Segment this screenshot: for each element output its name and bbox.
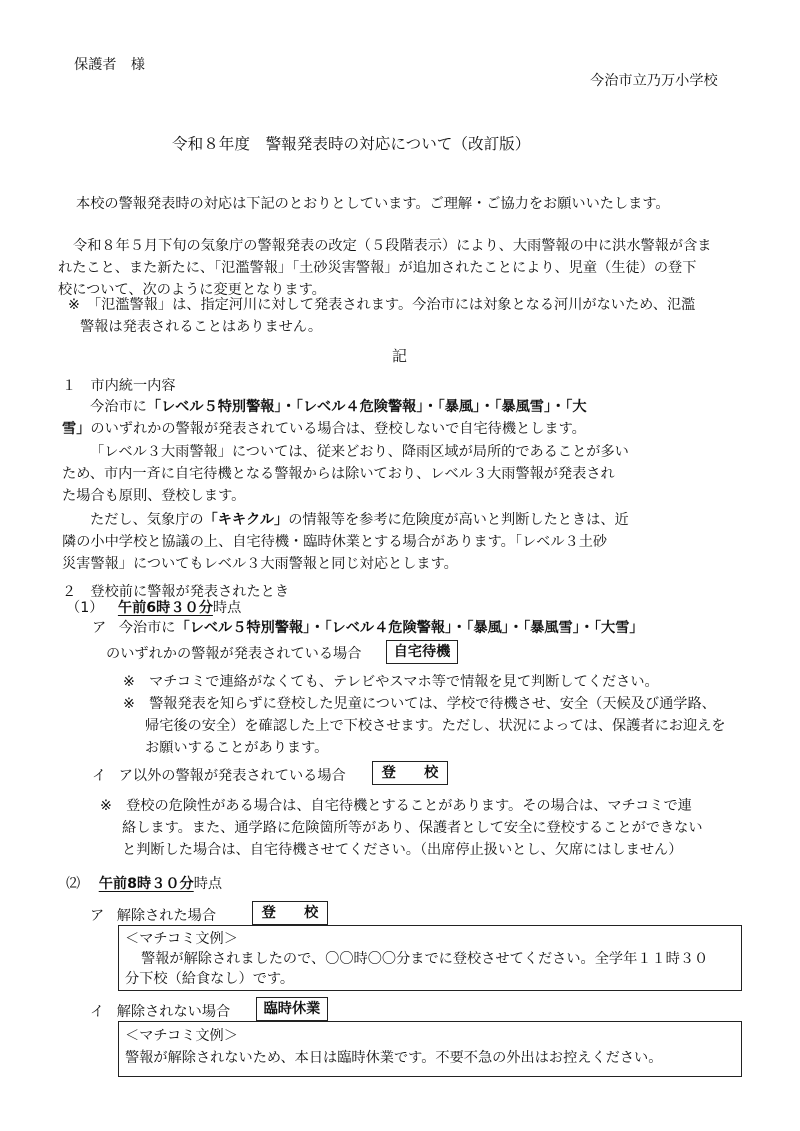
recipient: 保護者 様: [74, 57, 145, 73]
text-span: ア以外の警報が発表されている場合: [118, 768, 346, 784]
frame-title: ＜マチコミ文例＞: [125, 1028, 238, 1044]
time-label: 午前8時３０分: [98, 876, 194, 892]
intro-p2-line: れたこと、また新たに、「氾濫警報」「土砂災害警報」が追加されたことにより、児童（生徒）の登下: [58, 260, 697, 276]
frame-title: ＜マチコミ文例＞: [125, 931, 238, 947]
page-title: 令和８年度 警報発表時の対応について（改訂版）: [172, 135, 531, 153]
section-1-line: 隣の小中学校と協議の上、自宅待機・臨時休業とする場合があります。「レベル３土砂: [62, 534, 608, 550]
text-span: 解除されない場合: [116, 1004, 231, 1020]
sub1-a-line: [92, 617, 644, 637]
sub2-a-line: [90, 905, 216, 925]
section-1-line: ため、市内一斉に自宅待機となる警報からは除いており、レベル３大雨警報が発表され: [62, 466, 615, 482]
section-1-line: 「レベル３大雨警報」については、従来どおり、降雨区域が局所的であることが多い: [90, 444, 629, 460]
section-1-heading: １ 市内統一内容: [62, 378, 176, 394]
text-span: ただし、気象庁の: [90, 512, 204, 528]
note-line: ※ 警報発表を知らずに登校した児童については、学校で待機させ、安全（天候及び通学路、: [123, 696, 716, 712]
intro-paragraph-1: 本校の警報発表時の対応は下記のとおりとしています。ご理解・ご協力をお願いいたします。: [76, 196, 670, 212]
subsection-number: （1）: [66, 600, 104, 616]
sub2-i-line: [90, 1001, 230, 1021]
note-line: 絡します。また、通学路に危険箇所等があり、保護者として安全に登校することができない: [122, 820, 703, 836]
ki-heading: 記: [392, 347, 408, 365]
section-1-line: た場合も原則、登校します。: [62, 488, 246, 504]
school-name: 今治市立乃万小学校: [590, 73, 718, 89]
section-1-line: 災害警報」についてもレベル３大雨警報と同じ対応とします。: [62, 556, 458, 572]
subsection-2-heading: [66, 873, 222, 893]
text-span: のいずれかの警報が発表されている場合は、登校しないで自宅待機とします。: [90, 421, 586, 437]
frame-line: 分下校（給食なし）です。: [125, 971, 295, 987]
machicomi-example-frame: [118, 1021, 742, 1077]
item-label: イ: [92, 768, 107, 784]
text-span: の情報等を参考に危険度が高いと判断したときは、近: [288, 512, 629, 528]
note-line: ※ 登校の危険性がある場合は、自宅待機とすることがあります。その場合は、マチコミで連: [100, 798, 692, 814]
sub1-i-line: [92, 765, 346, 785]
frame-line: 警報が解除されましたので、〇〇時〇〇分までに登校させてください。全学年１１時３０: [141, 951, 709, 967]
text-span: 解除された場合: [116, 908, 217, 924]
note-line: 帰宅後の安全）を確認した上で下校させます。ただし、状況によっては、保護者にお迎えを: [145, 718, 726, 734]
item-label: イ: [90, 1004, 105, 1020]
sub1-a-line-2: のいずれかの警報が発表されている場合: [106, 646, 362, 662]
item-label: ア: [92, 620, 107, 636]
status-box-home-standby: 自宅待機: [386, 640, 458, 664]
subsection-1-heading: [66, 597, 241, 617]
intro-note-line: ※ 「氾濫警報」は、指定河川に対して発表されます。今治市には対象となる河川がないため、氾濫: [68, 297, 696, 313]
time-suffix: 時点: [193, 876, 223, 892]
bold-span: 雪」: [62, 421, 91, 437]
note-line: ※ マチコミで連絡がなくても、テレビやスマホ等で情報を見て判断してください。: [123, 674, 659, 690]
text-span: 今治市に: [118, 620, 176, 636]
section-1-line: [90, 509, 629, 529]
status-box-temporary-closure: 臨時休業: [256, 997, 328, 1021]
bold-span: 「レベル５特別警報」・「レベル４危険警報」・「暴風」・「暴風雪」・「大: [146, 399, 587, 415]
intro-note-line: 警報は発表されることはありません。: [80, 319, 323, 335]
time-label: 午前6時３０分: [117, 600, 213, 616]
section-2-heading: ２ 登校前に警報が発表されたとき: [62, 584, 290, 600]
status-box-attend: 登 校: [372, 761, 448, 785]
item-label: ア: [90, 908, 105, 924]
bold-span: 「レベル５特別警報」・「レベル４危険警報」・「暴風」・「暴風雪」・「大雪」: [175, 620, 644, 636]
intro-p2-line: 校について、次のように変更となります。: [58, 282, 326, 298]
intro-p2-line: 令和８年５月下旬の気象庁の警報発表の改定（５段階表示）により、大雨警報の中に洪水警報が含ま: [73, 238, 712, 254]
section-1-line: [62, 418, 586, 438]
machicomi-example-frame: [118, 925, 742, 991]
text-span: 今治市に: [90, 399, 147, 415]
note-line: と判断した場合は、自宅待機させてください。（出席停止扱いとし、欠席にはしません）: [122, 842, 683, 858]
note-line: お願いすることがあります。: [145, 740, 329, 756]
time-suffix: 時点: [212, 600, 242, 616]
subsection-number: ⑵: [66, 876, 81, 892]
bold-span: 「キキクル」: [203, 512, 289, 528]
status-box-attend: 登 校: [252, 901, 328, 925]
frame-line: 警報が解除されないため、本日は臨時休業です。不要不急の外出はお控えください。: [125, 1050, 663, 1066]
section-1-line: [90, 396, 587, 416]
